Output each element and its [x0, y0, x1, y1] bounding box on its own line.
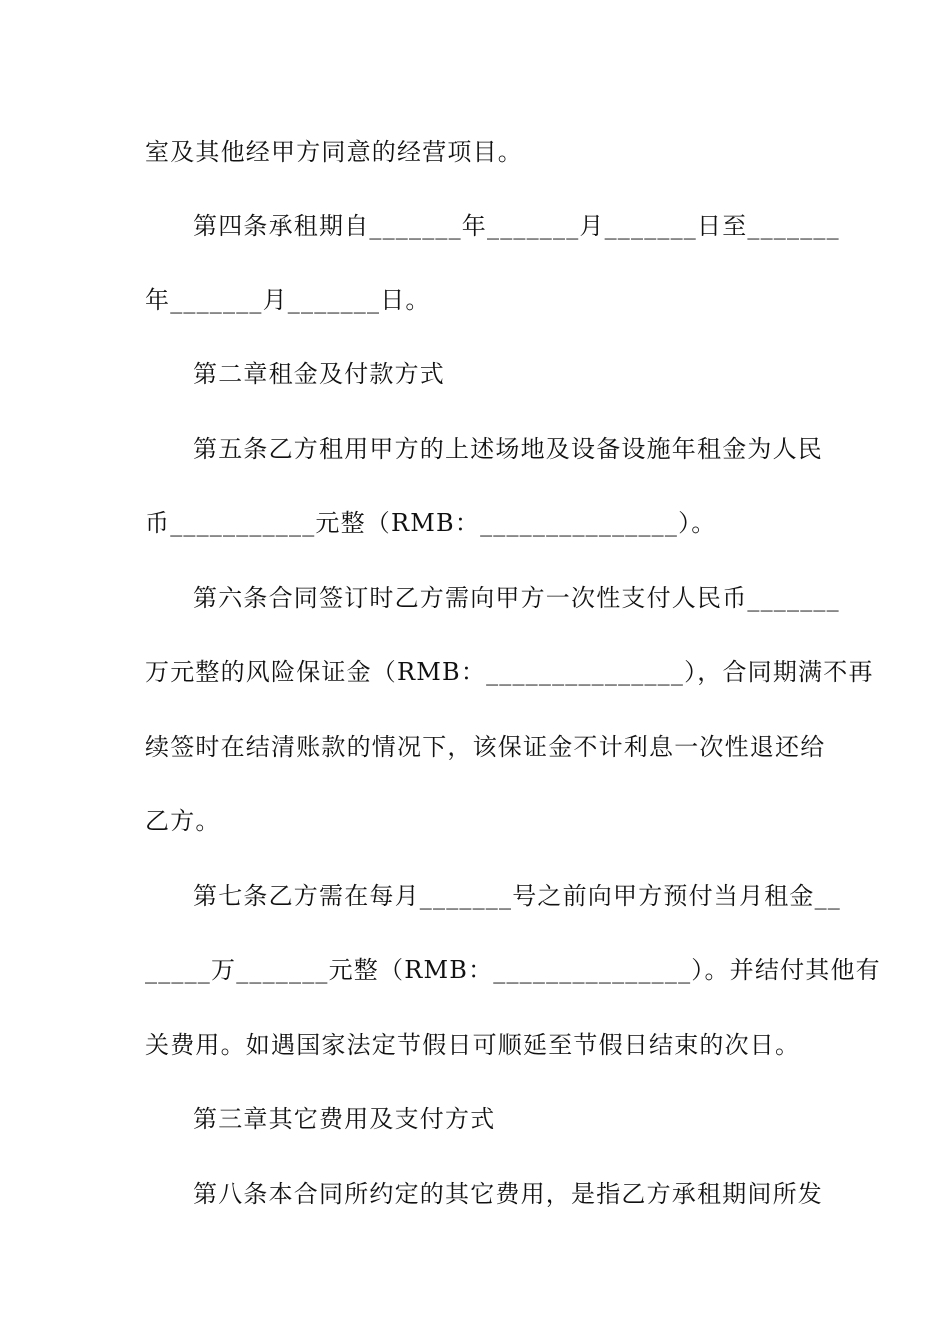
- chapter-3-heading: 第三章其它费用及支付方式: [193, 1105, 496, 1133]
- text-line: 关费用。如遇国家法定节假日可顺延至节假日结束的次日。: [145, 1031, 801, 1059]
- article-4-line: 第四条承租期自_______年_______月_______日至_______: [193, 212, 840, 240]
- article-5-line: 第五条乙方租用甲方的上述场地及设备设施年租金为人民: [193, 435, 823, 463]
- text-line: _____万_______元整（RMB：_______________）。并结付其他有: [145, 956, 881, 984]
- text-line: 乙方。: [145, 807, 221, 835]
- article-8-line: 第八条本合同所约定的其它费用，是指乙方承租期间所发: [193, 1180, 823, 1208]
- article-7-line: 第七条乙方需在每月_______号之前向甲方预付当月租金__: [193, 882, 841, 910]
- text-line: 续签时在结清账款的情况下，该保证金不计利息一次性退还给: [145, 733, 826, 761]
- text-line: 年_______月_______日。: [145, 286, 431, 314]
- text-line: 室及其他经甲方同意的经营项目。: [145, 138, 523, 166]
- text-line: 万元整的风险保证金（RMB：_______________），合同期满不再: [145, 658, 874, 686]
- text-line: 币___________元整（RMB：_______________）。: [145, 509, 717, 537]
- chapter-2-heading: 第二章租金及付款方式: [193, 360, 445, 388]
- article-6-line: 第六条合同签订时乙方需向甲方一次性支付人民币_______: [193, 584, 840, 612]
